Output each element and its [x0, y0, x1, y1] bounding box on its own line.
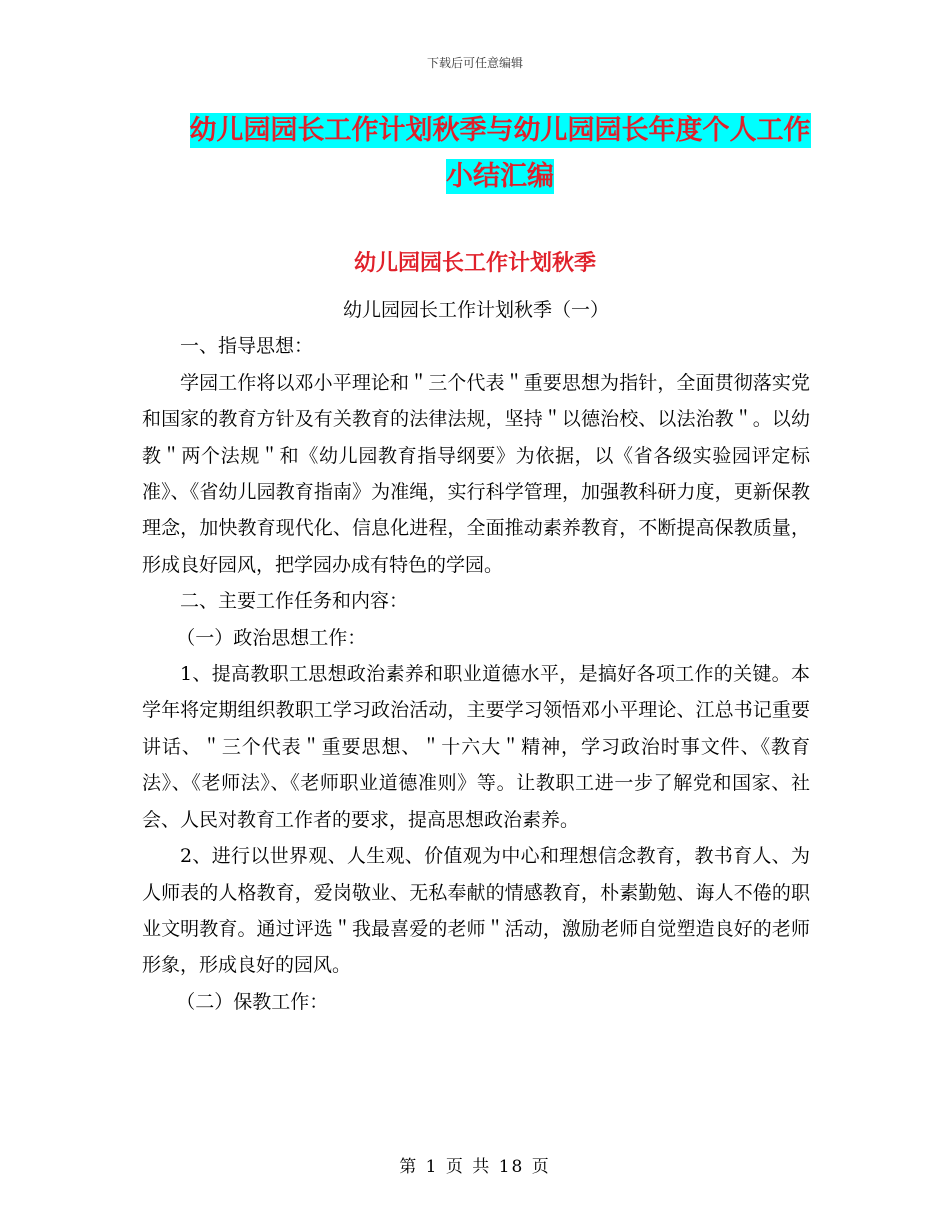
header-note: 下载后可任意编辑 [426, 56, 523, 70]
document-body [142, 292, 810, 1020]
document-title [150, 108, 850, 200]
heading-main-tasks: 二、主要工作任务和内容： [180, 590, 409, 613]
document-title-line-2: 小结汇编 [446, 161, 554, 192]
paragraph-political-work-1: 1、提高教职工思想政治素养和职业道德水平，是搞好各项工作的关键。本学年将定期组织教职工学习政治活动，主要学习领悟邓小平理论、江总书记重要讲话、＂三个代表＂重要思想、＂十六大＂精神，学习政治时事文件、《教育法》、《老师法》、《老师职业道德准则》等。让教职工进一步了解党和国家、社会、人民对教育工作者的要求，提高思想政治素养。 [142, 663, 810, 831]
sub-heading-care-education: （二）保教工作： [176, 990, 329, 1013]
paragraph-guiding-ideology: 学园工作将以邓小平理论和＂三个代表＂重要思想为指针，全面贯彻落实党和国家的教育方针及有关教育的法律法规，坚持＂以德治校、以法治教＂。以幼教＂两个法规＂和《幼儿园教育指导纲要》为依据，以《省各级实验园评定标准》、《省幼儿园教育指南》为准绳，实行科学管理，加强教科研力度，更新保教理念，加快教育现代化、信息化进程，全面推动素养教育，不断提高保教质量，形成良好园风，把学园办成有特色的学园。 [142, 371, 810, 576]
document-title-line-1: 幼儿园园长工作计划秋季与幼儿园园长年度个人工作 [189, 115, 811, 146]
paragraph-political-work-2: 2、进行以世界观、人生观、价值观为中心和理想信念教育，教书育人、为人师表的人格教育，爱岗敬业、无私奉献的情感教育，朴素勤勉、诲人不倦的职业文明教育。通过评选＂我最喜爱的老师＂活动，激励老师自觉塑造良好的老师形象，形成良好的园风。 [142, 845, 810, 977]
heading-guiding-ideology: 一、指导思想： [180, 335, 314, 358]
section-title: 幼儿园园长工作计划秋季 [353, 251, 596, 276]
subtitle: 幼儿园园长工作计划秋季（一） [342, 299, 609, 321]
page-number: 第 1 页 共 18 页 [399, 1157, 551, 1177]
sub-heading-political-work: （一）政治思想工作： [176, 626, 367, 649]
